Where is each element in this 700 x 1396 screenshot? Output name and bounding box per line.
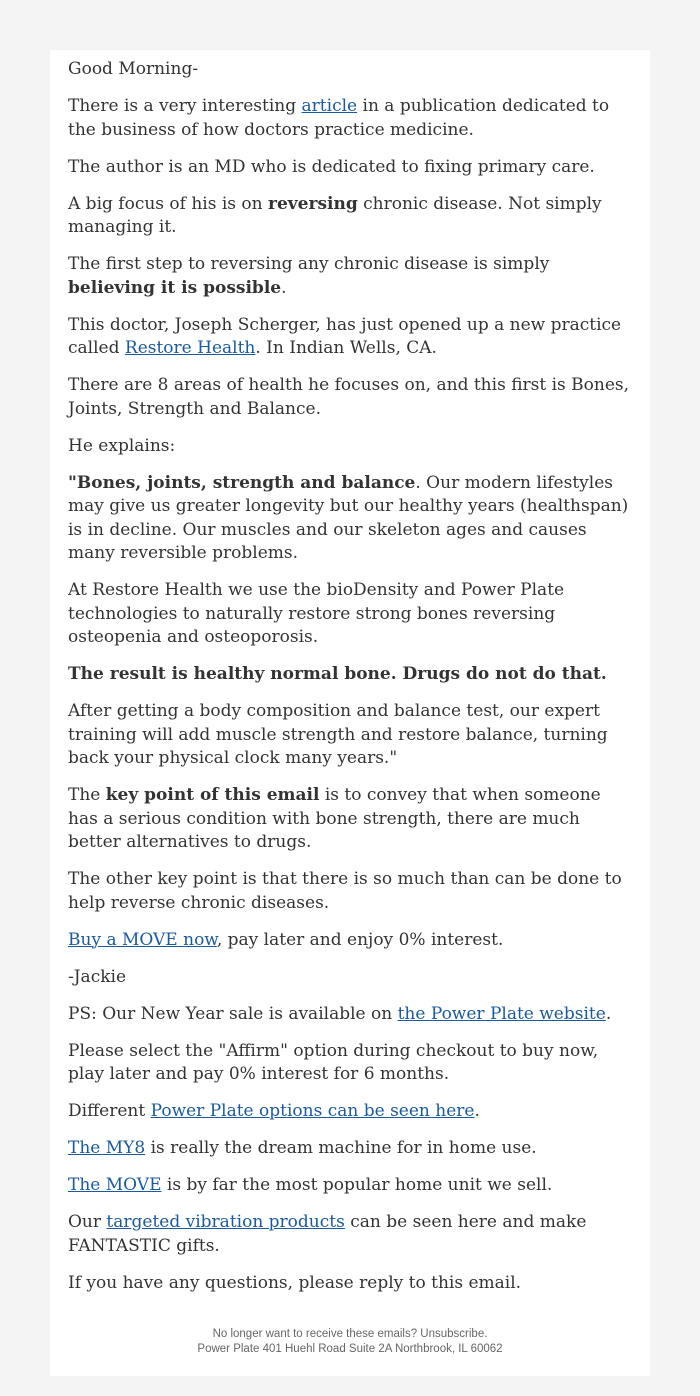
bold-bones-joints: "Bones, joints, strength and balance — [68, 472, 416, 493]
email-footer — [50, 1327, 650, 1357]
buy-move-link[interactable]: Buy a MOVE now — [68, 929, 217, 950]
paragraph-quote-1: "Bones, joints, strength and balance. Our modern lifestyles may give us greater longevity but our healthy years (healthspan) is in decline. Our muscles and our skeleton ages and causes many reversible problems. — [68, 472, 629, 563]
restore-health-link[interactable]: Restore Health — [124, 338, 256, 358]
paragraph-quote-3: After getting a body composition and balance test, our expert training will add muscle strength and restore balance, turning back your physical clock many years." — [68, 701, 608, 768]
paragraph-ps: PS: Our New Year sale is available on the Power Plate website. — [68, 1003, 612, 1024]
paragraph-quote-2: At Restore Health we use the bioDensity and Power Plate technologies to naturally restore strong bones reversing osteopenia and osteoporosis. — [68, 580, 565, 647]
paragraph-affirm: Please select the "Affirm" option during checkout to buy now, play later and pay 0% interest for 6 months. — [68, 1040, 599, 1084]
power-plate-options-link[interactable]: Power Plate options can be seen here — [150, 1101, 475, 1121]
greeting: Good Morning- — [68, 59, 199, 79]
bold-key-point: key point of this email — [105, 785, 320, 805]
bold-reversing: reversing — [268, 193, 358, 214]
targeted-vibration-link[interactable]: targeted vibration products — [106, 1212, 345, 1232]
paragraph-areas: There are 8 areas of health he focuses on, and this first is Bones, Joints, Strength and Balance. — [68, 375, 630, 419]
paragraph-targeted: Our targeted vibration products can be seen here and make FANTASTIC gifts. — [68, 1212, 587, 1256]
paragraph-focus: A big focus of his is on reversing chronic disease. Not simply managing it. — [68, 193, 602, 237]
signature: -Jackie — [68, 966, 127, 987]
bold-result: The result is healthy normal bone. Drugs do not do that. — [68, 664, 607, 684]
paragraph-my8: The MY8 is really the dream machine for in home use. — [68, 1138, 537, 1158]
paragraph-move: The MOVE is by far the most popular home unit we sell. — [68, 1175, 553, 1195]
paragraph-questions: If you have any questions, please reply to this email. — [68, 1272, 522, 1293]
my8-link[interactable]: The MY8 — [68, 1138, 146, 1158]
email-body — [50, 50, 650, 1295]
paragraph-options: Different Power Plate options can be seen here. — [68, 1101, 480, 1121]
paragraph-other-point: The other key point is that there is so much than can be done to help reverse chronic diseases. — [68, 869, 622, 913]
paragraph-explains: He explains: — [68, 435, 176, 456]
unsubscribe-text[interactable]: No longer want to receive these emails? Unsubscribe. — [212, 1328, 488, 1340]
footer-address: Power Plate 401 Huehl Road Suite 2A Northbrook, IL 60062 — [197, 1343, 503, 1355]
email-card — [50, 50, 650, 1376]
paragraph-author: The author is an MD who is dedicated to fixing primary care. — [68, 156, 595, 177]
paragraph-practice: This doctor, Joseph Scherger, has just opened up a new practice called Restore Health. In Indian Wells, CA. — [68, 314, 622, 358]
paragraph-result — [68, 663, 632, 687]
paragraph-article: There is a very interesting article in a publication dedicated to the business of how doctors practice medicine. — [68, 96, 610, 140]
paragraph-key-point: The key point of this email is to convey that when someone has a serious condition with bone strength, there are much better alternatives to drugs. — [68, 785, 601, 852]
bold-believing: believing it is possible — [68, 277, 282, 298]
move-link[interactable]: The MOVE — [68, 1175, 162, 1195]
paragraph-first-step: The first step to reversing any chronic disease is simply believing it is possible. — [68, 254, 550, 298]
power-plate-website-link[interactable]: the Power Plate website — [397, 1003, 606, 1024]
article-link[interactable]: article — [301, 96, 358, 116]
paragraph-buy: Buy a MOVE now, pay later and enjoy 0% interest. — [68, 929, 504, 950]
